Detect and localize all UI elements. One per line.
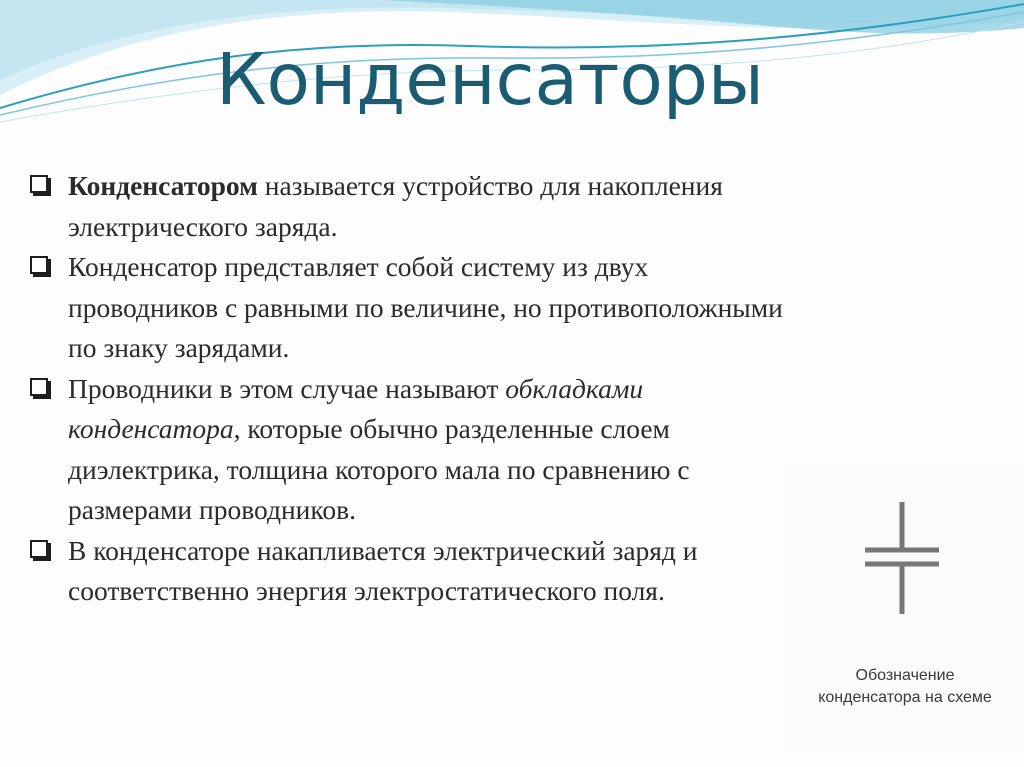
hollow-square-bullet-icon xyxy=(30,378,48,396)
page-title: Конденсаторы xyxy=(216,38,764,121)
bullet-list xyxy=(30,166,800,612)
bullet-bold-term: Конденсатором xyxy=(68,170,258,201)
bullet-item xyxy=(30,369,800,531)
bullet-italic-term: обкладками конденсатора xyxy=(68,372,644,444)
hollow-square-bullet-icon xyxy=(30,540,48,558)
caption-line: Обозначение xyxy=(855,667,955,684)
bullet-text: Конденсатор представляет собой систему из двух проводников с равными по величине, но противоположными по знаку зарядами. xyxy=(68,251,783,363)
bullet-text: называется устройство для накопления электрического заряда. xyxy=(68,170,723,242)
bullet-text: Проводники в этом случае называют xyxy=(68,372,506,404)
figure-caption xyxy=(787,665,1023,709)
hollow-square-bullet-icon xyxy=(30,175,48,193)
bullet-item xyxy=(30,531,800,612)
bullet-item xyxy=(30,247,800,369)
bullet-text: В конденсаторе накапливается электрический заряд и соответственно энергия электростатического поля. xyxy=(68,534,698,606)
bullet-text: , которые обычно разделенные слоем диэлектрика, толщина которого мала по сравнению с размерами проводников. xyxy=(68,413,690,525)
hollow-square-bullet-icon xyxy=(30,256,48,274)
bullet-item xyxy=(30,166,800,247)
capacitor-symbol-icon xyxy=(787,492,1023,652)
capacitor-figure xyxy=(787,462,1023,754)
caption-line: конденсатора на схеме xyxy=(818,689,992,706)
